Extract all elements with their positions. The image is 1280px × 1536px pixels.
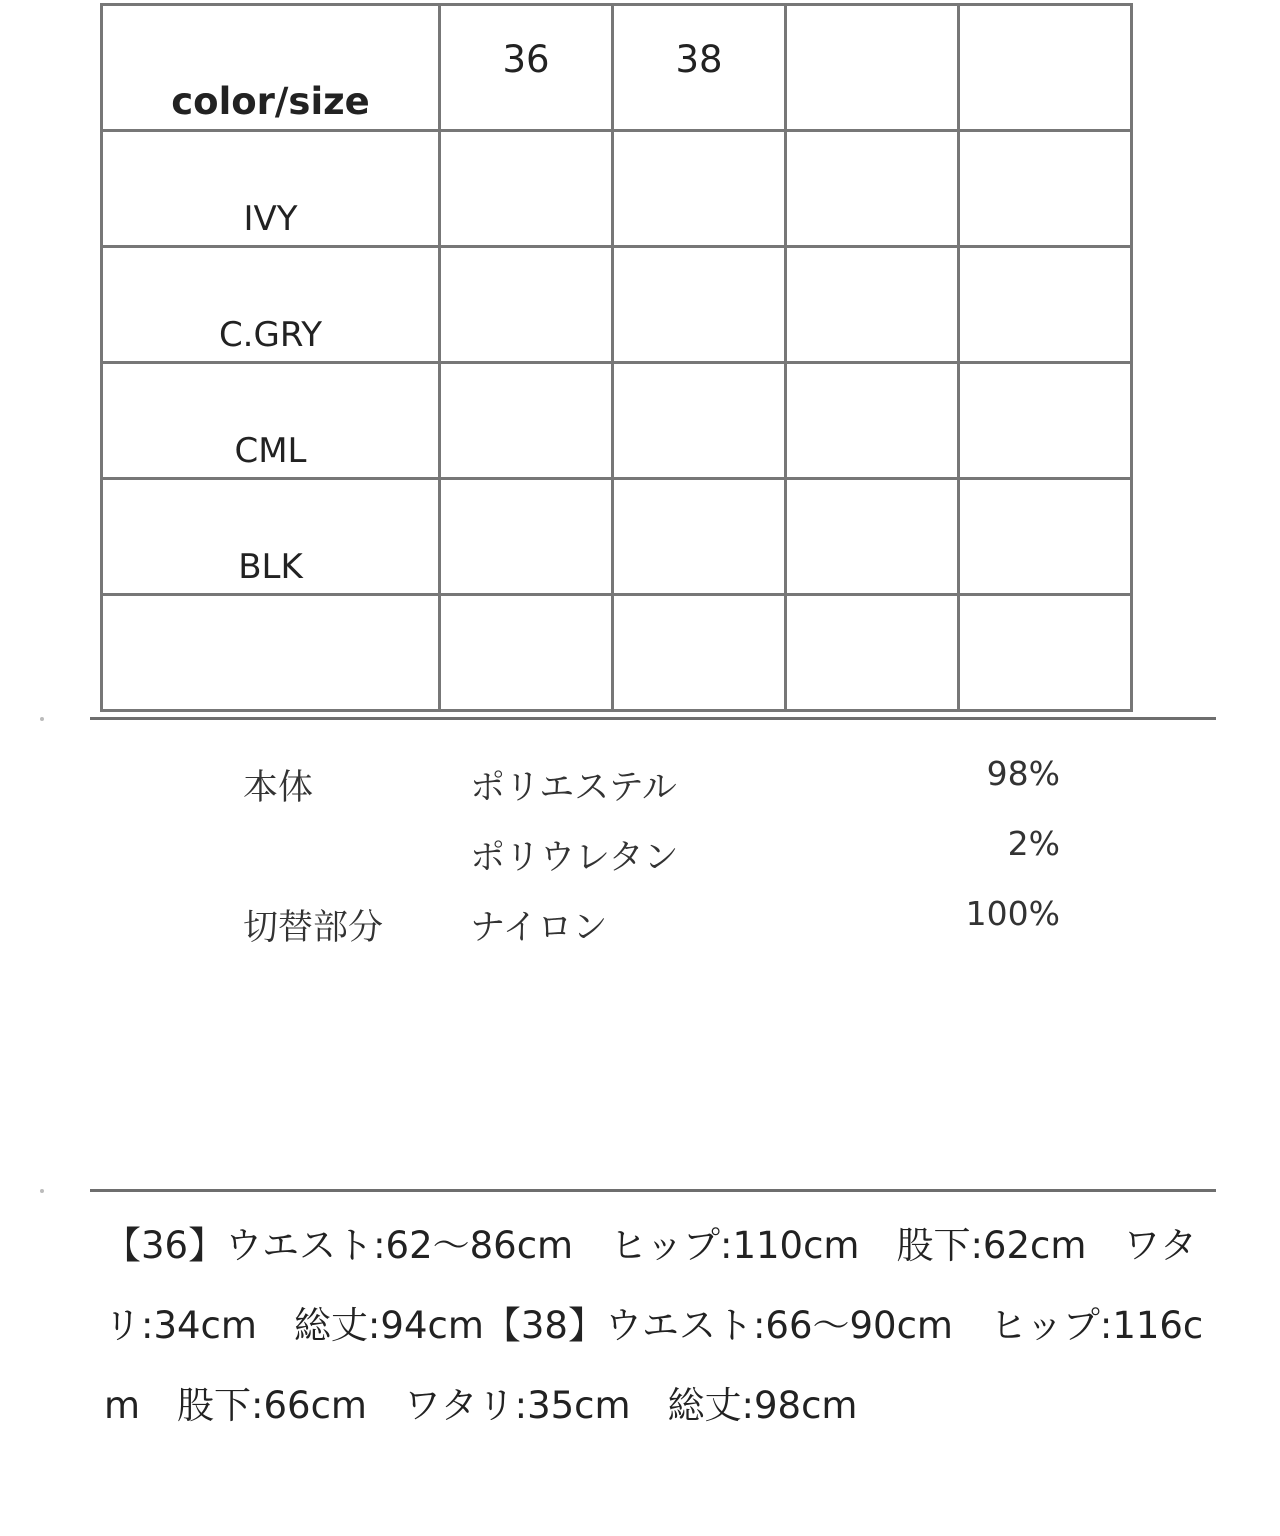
stock-cell: [959, 479, 1132, 595]
material-percent: 2%: [1007, 824, 1060, 863]
color-name-cell: BLK: [102, 479, 440, 595]
material-part-label: 切替部分: [243, 908, 384, 948]
size-table: [100, 3, 1133, 712]
stock-cell: [440, 363, 613, 479]
decorative-dot: [40, 717, 44, 721]
stock-cell: [440, 595, 613, 711]
size-header-cell: 36: [440, 5, 613, 131]
stock-cell: [959, 595, 1132, 711]
stock-cell: [959, 131, 1132, 247]
measurements-text: 【36】ウエスト:62～86cm ヒップ:110cm 股下:62cm ワタリ:34cm 総丈:94cm【38】ウエスト:66～90cm ヒップ:116cm 股下:66cm ワタリ:35cm 総丈:98cm: [104, 1224, 1204, 1427]
table-row: [102, 131, 1132, 247]
stock-cell: [786, 131, 959, 247]
table-row: [102, 479, 1132, 595]
stock-cell: [613, 363, 786, 479]
color-name-cell: C.GRY: [102, 247, 440, 363]
stock-cell: [959, 247, 1132, 363]
material-percent: 100%: [965, 894, 1060, 933]
stock-cell: [613, 595, 786, 711]
table-row: [102, 363, 1132, 479]
stock-cell: [786, 363, 959, 479]
stock-cell: [613, 131, 786, 247]
material-fabric: ポリウレタン: [470, 838, 679, 878]
color-name-cell: CML: [102, 363, 440, 479]
section-divider: [90, 1189, 1216, 1192]
stock-cell: [786, 479, 959, 595]
stock-cell: [440, 131, 613, 247]
material-fabric: ポリエステル: [470, 768, 677, 808]
stock-cell: [440, 479, 613, 595]
stock-cell: [440, 247, 613, 363]
material-percent: 98%: [986, 754, 1060, 793]
section-divider: [90, 717, 1216, 720]
size-header-row: [102, 5, 1132, 131]
color-size-header: color/size: [102, 5, 440, 131]
table-row: [102, 247, 1132, 363]
decorative-dot: [40, 1189, 44, 1193]
table-row: [102, 595, 1132, 711]
stock-cell: [613, 479, 786, 595]
stock-cell: [959, 363, 1132, 479]
size-header-cell: [959, 5, 1132, 131]
material-part-label: 本体: [243, 768, 314, 808]
size-header-cell: [786, 5, 959, 131]
color-name-cell: [102, 595, 440, 711]
stock-cell: [786, 247, 959, 363]
color-name-cell: IVY: [102, 131, 440, 247]
stock-cell: [786, 595, 959, 711]
size-header-cell: 38: [613, 5, 786, 131]
material-fabric: ナイロン: [470, 908, 608, 948]
stock-cell: [613, 247, 786, 363]
